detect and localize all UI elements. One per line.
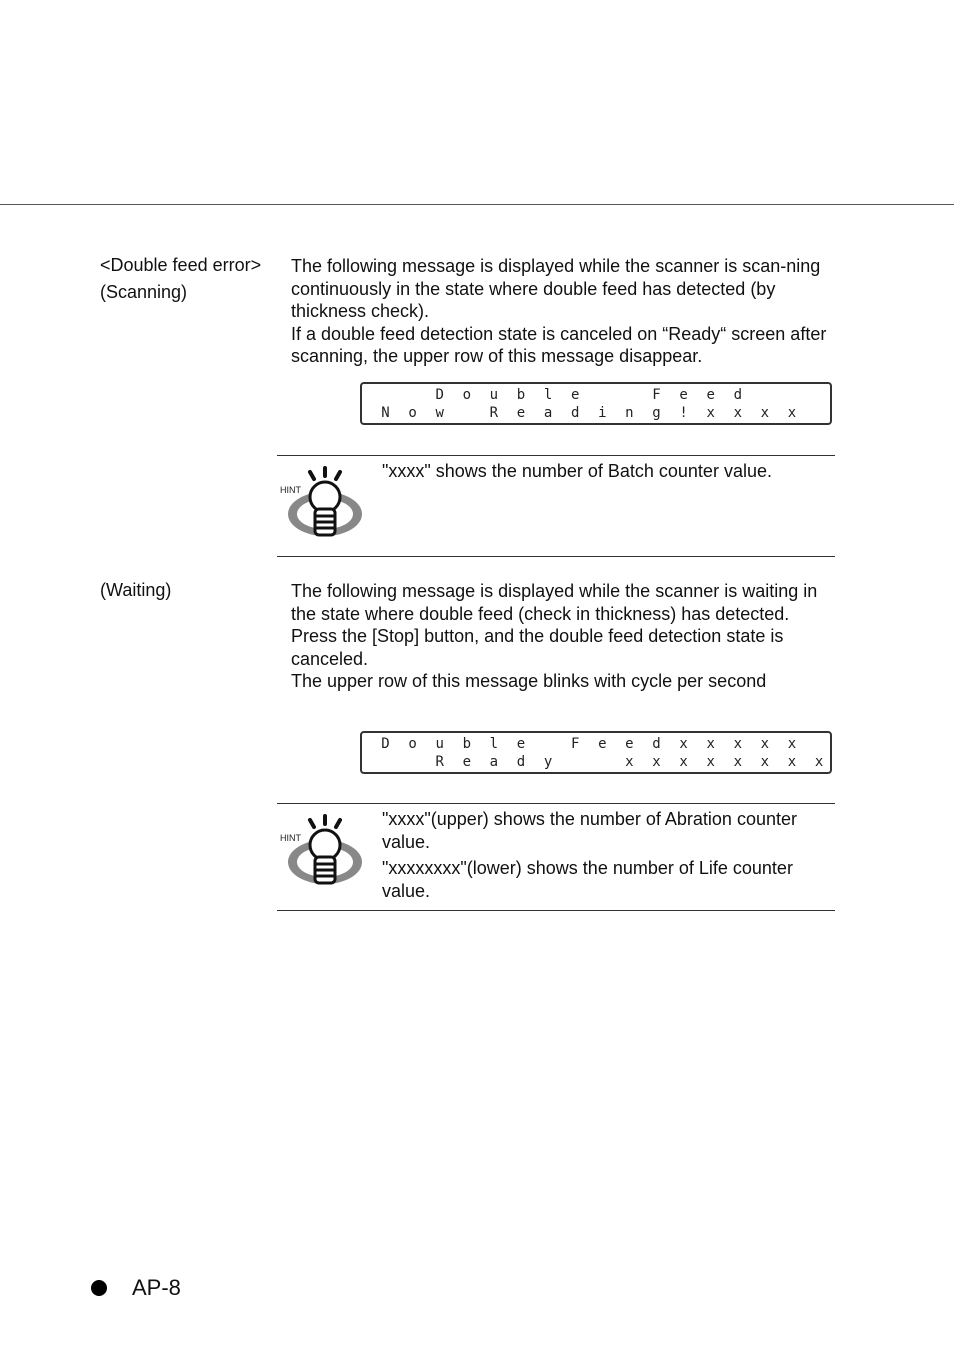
lcd-char: x [760,754,770,770]
lcd-char: b [516,387,526,403]
lcd-char: g [652,405,661,421]
lcd-char: e [625,736,634,752]
waiting-paragraph-1: The following message is displayed while the scanner is waiting in the state where double feed (check in thickness) has detected. [291,581,818,624]
lcd-char: D [435,387,444,403]
lcd-char: e [462,754,472,770]
lcd-char: e [570,387,580,403]
lcd-char: F [652,387,661,403]
hint-line-batch: "xxxx" shows the number of Batch counter value. [382,461,772,481]
lcd-char: x [706,405,715,421]
label-line-scanning: (Scanning) [100,282,188,302]
lcd-char: x [787,405,797,421]
lcd-char [589,754,616,770]
lcd-char [453,405,480,421]
lcd-char: o [462,387,472,403]
hint-icon-label: HINT [280,833,301,843]
section-label-waiting [100,577,171,604]
hint-bottom-rule [277,556,835,557]
lcd-char: u [489,387,499,403]
hint-bottom-rule [277,910,835,911]
label-line-waiting: (Waiting) [100,580,172,600]
hint-line-abration: "xxxx"(upper) shows the number of Abration counter value. [382,809,797,852]
lcd-char: x [679,754,688,770]
lcd-display-waiting [360,731,832,774]
hint-icon [280,466,366,542]
lcd-char [535,736,562,752]
lcd-char: x [787,736,797,752]
lcd-char: e [516,736,526,752]
lcd-char: w [435,405,444,421]
page-bullet [91,1280,107,1296]
scanning-paragraph-2: If a double feed detection state is canceled on “Ready“ screen after scanning, the upper row of this message disappear. [291,323,827,366]
lcd-char: e [706,387,715,403]
lcd-char [372,754,399,770]
lcd-char: e [679,387,688,403]
lcd-char: x [787,754,797,770]
lcd-char: d [516,754,526,770]
lcd-char: x [625,754,634,770]
lcd-char: R [489,405,499,421]
hint-line-life: "xxxxxxxx"(lower) shows the number of Life counter value. [382,858,793,901]
lcd-char: d [733,387,743,403]
hint-icon-label: HINT [280,485,301,495]
lcd-char [589,387,616,403]
label-line-double-feed-error: <Double feed error> [100,255,262,275]
waiting-paragraph-3: The upper row of this message blinks with cycle per second [291,671,767,691]
hint-top-rule [277,803,835,804]
lcd-char: o [408,736,417,752]
header-rule [0,204,954,205]
lcd-char: e [598,736,607,752]
lcd-char: x [733,405,743,421]
lcd-char: ! [679,405,688,421]
lcd-char: u [435,736,444,752]
lcd-char: a [489,754,499,770]
lcd-char: x [760,736,770,752]
section-label-scanning [100,252,261,306]
lcd-display-scanning [360,382,832,425]
lcd-char: d [570,405,580,421]
lcd-char: x [706,754,715,770]
scanning-description [291,255,836,368]
lcd-char: y [543,754,553,770]
waiting-paragraph-2: Press the [Stop] button, and the double feed detection state is canceled. [291,626,784,669]
lcd-char: x [652,754,661,770]
lcd-char [372,387,399,403]
hint-icon [280,814,366,890]
lcd-char [562,754,589,770]
scanning-paragraph-1: The following message is displayed while the scanner is scan-ning continuously in the state where double feed has detected (by thickness check). [291,256,821,321]
lcd-char: x [733,754,743,770]
lcd-char: x [706,736,715,752]
lcd-char: b [462,736,472,752]
hint-text-batch [382,460,834,487]
lcd-char: x [679,736,688,752]
lcd-char: N [381,405,390,421]
lcd-char [399,387,426,403]
lcd-char [399,754,426,770]
lcd-char: x [814,754,824,770]
lcd-char: n [625,405,634,421]
lcd-char: e [516,405,526,421]
lcd-char [616,387,643,403]
hint-top-rule [277,455,835,456]
lcd-char: d [652,736,661,752]
lcd-char: x [760,405,770,421]
lcd-char: l [543,387,553,403]
lcd-char: i [598,405,607,421]
lcd-char: o [408,405,417,421]
lcd-char: a [543,405,553,421]
lcd-char: l [489,736,499,752]
lcd-char: R [435,754,444,770]
waiting-description [291,580,836,693]
lcd-char: x [733,736,743,752]
page-number: AP-8 [132,1275,181,1300]
hint-text-counters [382,808,834,906]
lcd-char: F [570,736,580,752]
lcd-char: D [381,736,390,752]
